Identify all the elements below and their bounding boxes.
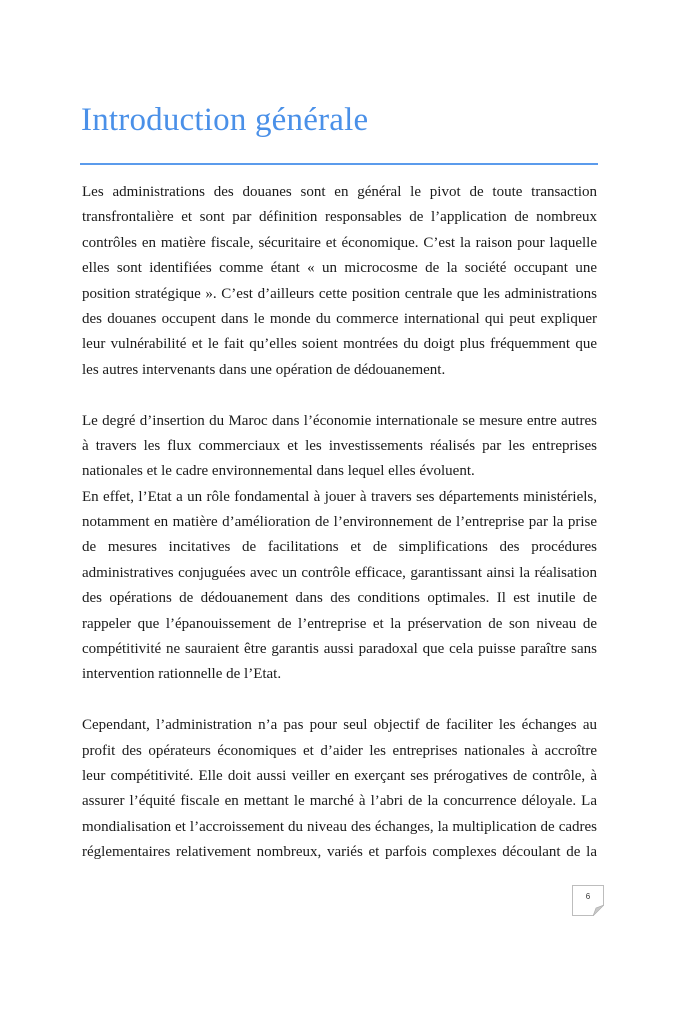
text-line: mondialisation et l’accroissement du niveau des échanges, la multiplication de cadres (82, 818, 597, 835)
text-line: notamment en matière d’amélioration de l’environnement de l’entreprise par la prise (82, 514, 597, 531)
page-number-box (572, 885, 604, 916)
text-line: de mesures incitatives de facilitations et de simplifications des procédures (82, 539, 597, 556)
text-line: compétitivité ne sauraient être garantis aussi paradoxal que cela puisse paraître sans (82, 641, 597, 658)
paragraph (82, 180, 597, 383)
text-line: leur vulnérabilité et le fait qu’elles soient montrées du doigt plus fréquemment que (82, 336, 597, 353)
paragraph (82, 485, 597, 688)
text-line: Cependant, l’administration n’a pas pour seul objectif de faciliter les échanges au (82, 717, 597, 734)
text-line: administratives conjuguées avec un contrôle efficace, garantissant ainsi la réalisation (82, 564, 597, 581)
paragraph (82, 713, 597, 865)
text-line: à travers les flux commerciaux et les investissements réalisés par les entreprises (82, 437, 597, 454)
page-curl-icon (593, 905, 604, 916)
text-line: nationales et le cadre environnemental dans lequel elles évoluent. (82, 463, 475, 480)
text-line: Les administrations des douanes sont en général le pivot de toute transaction (82, 184, 597, 200)
text-line: contrôles en matière fiscale, sécuritaire et économique. C’est la raison pour laquelle (82, 234, 597, 251)
text-line: réglementaires relativement nombreux, variés et parfois complexes découlant de la (82, 844, 597, 861)
section-heading: Introduction générale (81, 102, 369, 138)
text-line: elles sont identifiées comme étant « un microcosme de la société occupant une (82, 260, 597, 277)
text-line: des opérations de dédouanement dans des conditions optimales. Il est inutile de (82, 590, 597, 607)
text-line: des douanes occupent dans le monde du commerce international qui peut expliquer (82, 310, 597, 327)
text-line: transfrontalière et sont par définition responsables de l’application de nombreux (82, 209, 597, 226)
text-line: assurer l’équité fiscale en mettant le marché à l’abri de la concurrence déloyale. La (82, 793, 597, 810)
text-line: les autres intervenants dans une opération de dédouanement. (82, 361, 446, 378)
text-line: Le degré d’insertion du Maroc dans l’économie internationale se mesure entre autres (82, 412, 597, 429)
paragraph (82, 409, 597, 485)
text-line: position stratégique ». C’est d’ailleurs cette position centrale que les administrations (82, 285, 597, 302)
heading-underline (80, 163, 598, 165)
text-line: profit des opérateurs économiques et d’aider les entreprises nationales à accroître (82, 742, 597, 759)
text-line: leur compétitivité. Elle doit aussi veiller en exerçant ses prérogatives de contrôle, à (82, 767, 597, 784)
body-text (82, 180, 597, 866)
text-line: intervention rationnelle de l’Etat. (82, 666, 282, 683)
page-number: 6 (585, 892, 591, 901)
text-line: rappeler que l’épanouissement de l’entreprise et la préservation de son niveau de (82, 615, 597, 632)
text-line: En effet, l’Etat a un rôle fondamental à jouer à travers ses départements ministériels, (82, 488, 597, 505)
